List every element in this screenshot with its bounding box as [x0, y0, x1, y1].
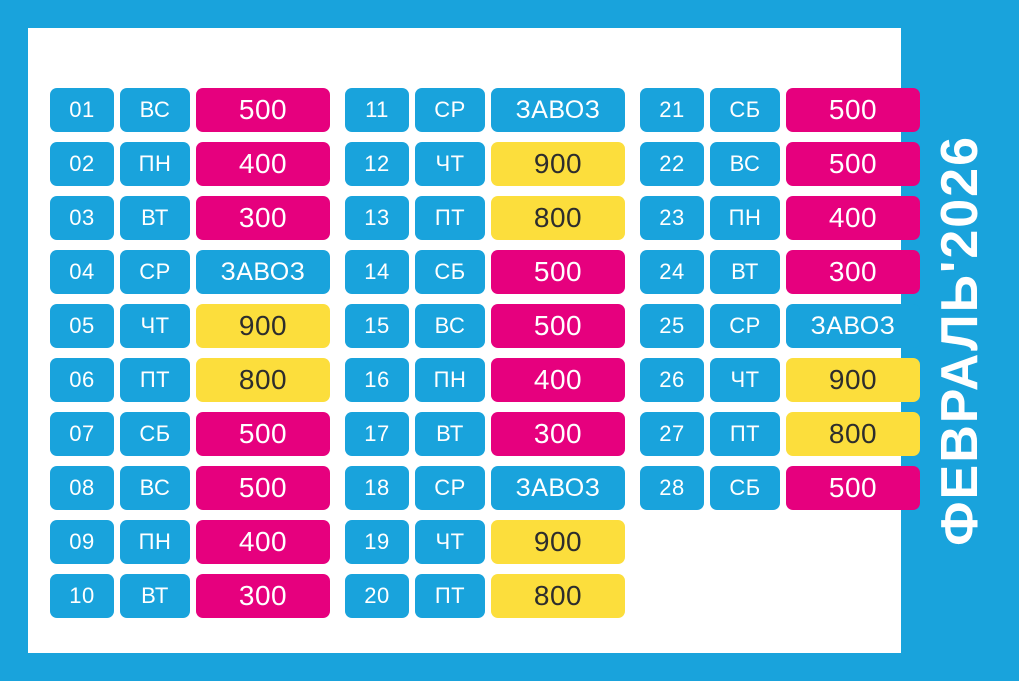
- value-cell: ЗАВОЗ: [491, 466, 625, 510]
- weekday-cell: СР: [415, 466, 485, 510]
- weekday-cell: ВТ: [120, 574, 190, 618]
- value-cell: 500: [196, 88, 330, 132]
- day-number-cell: 26: [640, 358, 704, 402]
- calendar-row: [50, 358, 330, 402]
- value-cell: 900: [786, 358, 920, 402]
- calendar-row: [50, 88, 330, 132]
- day-number-cell: 07: [50, 412, 114, 456]
- value-cell: 800: [491, 196, 625, 240]
- calendar-column: [50, 88, 330, 618]
- day-number-cell: 13: [345, 196, 409, 240]
- calendar-row: [640, 88, 920, 132]
- weekday-cell: ЧТ: [415, 520, 485, 564]
- calendar-column: [345, 88, 625, 618]
- day-number-cell: 24: [640, 250, 704, 294]
- day-number-cell: 20: [345, 574, 409, 618]
- weekday-cell: ПН: [120, 142, 190, 186]
- calendar-row: [50, 142, 330, 186]
- weekday-cell: ПТ: [415, 574, 485, 618]
- value-cell: 500: [786, 466, 920, 510]
- value-cell: 300: [196, 574, 330, 618]
- day-number-cell: 05: [50, 304, 114, 348]
- value-cell: 300: [491, 412, 625, 456]
- value-cell: 500: [196, 412, 330, 456]
- side-title: [901, 0, 1019, 681]
- calendar-row: [640, 142, 920, 186]
- day-number-cell: 01: [50, 88, 114, 132]
- day-number-cell: 19: [345, 520, 409, 564]
- calendar-row: [640, 304, 920, 348]
- calendar-row: [345, 412, 625, 456]
- value-cell: ЗАВОЗ: [196, 250, 330, 294]
- weekday-cell: СБ: [415, 250, 485, 294]
- calendar-row: [640, 358, 920, 402]
- calendar-row: [345, 304, 625, 348]
- value-cell: 900: [491, 520, 625, 564]
- value-cell: 800: [491, 574, 625, 618]
- value-cell: 400: [786, 196, 920, 240]
- weekday-cell: ПН: [120, 520, 190, 564]
- weekday-cell: ЧТ: [710, 358, 780, 402]
- calendar-row: [345, 466, 625, 510]
- calendar-row: [640, 250, 920, 294]
- calendar-column: [640, 88, 920, 618]
- day-number-cell: 10: [50, 574, 114, 618]
- day-number-cell: 21: [640, 88, 704, 132]
- calendar-row: [50, 412, 330, 456]
- calendar-row: [345, 574, 625, 618]
- weekday-cell: ВС: [120, 88, 190, 132]
- day-number-cell: 23: [640, 196, 704, 240]
- day-number-cell: 14: [345, 250, 409, 294]
- calendar-row: [640, 466, 920, 510]
- calendar-row: [640, 196, 920, 240]
- weekday-cell: СБ: [710, 466, 780, 510]
- day-number-cell: 17: [345, 412, 409, 456]
- day-number-cell: 15: [345, 304, 409, 348]
- calendar-row: [50, 574, 330, 618]
- weekday-cell: ВС: [120, 466, 190, 510]
- weekday-cell: СР: [120, 250, 190, 294]
- day-number-cell: 25: [640, 304, 704, 348]
- month-title: ФЕВРАЛЬ'2026: [931, 135, 989, 546]
- value-cell: 400: [491, 358, 625, 402]
- calendar-row: [50, 196, 330, 240]
- value-cell: 400: [196, 520, 330, 564]
- day-number-cell: 18: [345, 466, 409, 510]
- weekday-cell: СР: [415, 88, 485, 132]
- weekday-cell: ПТ: [120, 358, 190, 402]
- day-number-cell: 03: [50, 196, 114, 240]
- calendar-row: [345, 196, 625, 240]
- value-cell: 900: [196, 304, 330, 348]
- value-cell: 500: [491, 250, 625, 294]
- weekday-cell: ВС: [415, 304, 485, 348]
- value-cell: ЗАВОЗ: [491, 88, 625, 132]
- weekday-cell: ПТ: [710, 412, 780, 456]
- value-cell: 300: [196, 196, 330, 240]
- calendar-row: [50, 520, 330, 564]
- calendar-row: [50, 466, 330, 510]
- value-cell: 500: [491, 304, 625, 348]
- day-number-cell: 04: [50, 250, 114, 294]
- calendar-row: [345, 358, 625, 402]
- value-cell: ЗАВОЗ: [786, 304, 920, 348]
- day-number-cell: 28: [640, 466, 704, 510]
- weekday-cell: ПН: [415, 358, 485, 402]
- calendar-row: [345, 520, 625, 564]
- white-panel: [28, 28, 901, 653]
- weekday-cell: ВС: [710, 142, 780, 186]
- calendar-row: [50, 250, 330, 294]
- weekday-cell: ПН: [710, 196, 780, 240]
- day-number-cell: 11: [345, 88, 409, 132]
- value-cell: 500: [786, 88, 920, 132]
- weekday-cell: ПТ: [415, 196, 485, 240]
- calendar-row: [345, 250, 625, 294]
- weekday-cell: ВТ: [120, 196, 190, 240]
- day-number-cell: 22: [640, 142, 704, 186]
- calendar-row: [345, 88, 625, 132]
- weekday-cell: СБ: [120, 412, 190, 456]
- value-cell: 400: [196, 142, 330, 186]
- weekday-cell: СБ: [710, 88, 780, 132]
- weekday-cell: ВТ: [710, 250, 780, 294]
- weekday-cell: ВТ: [415, 412, 485, 456]
- value-cell: 800: [786, 412, 920, 456]
- weekday-cell: ЧТ: [120, 304, 190, 348]
- calendar-row: [345, 142, 625, 186]
- weekday-cell: ЧТ: [415, 142, 485, 186]
- day-number-cell: 02: [50, 142, 114, 186]
- calendar-grid: [50, 88, 920, 618]
- value-cell: 500: [196, 466, 330, 510]
- value-cell: 300: [786, 250, 920, 294]
- value-cell: 500: [786, 142, 920, 186]
- value-cell: 900: [491, 142, 625, 186]
- day-number-cell: 09: [50, 520, 114, 564]
- weekday-cell: СР: [710, 304, 780, 348]
- day-number-cell: 27: [640, 412, 704, 456]
- day-number-cell: 16: [345, 358, 409, 402]
- value-cell: 800: [196, 358, 330, 402]
- calendar-row: [640, 412, 920, 456]
- day-number-cell: 08: [50, 466, 114, 510]
- day-number-cell: 12: [345, 142, 409, 186]
- calendar-row: [50, 304, 330, 348]
- day-number-cell: 06: [50, 358, 114, 402]
